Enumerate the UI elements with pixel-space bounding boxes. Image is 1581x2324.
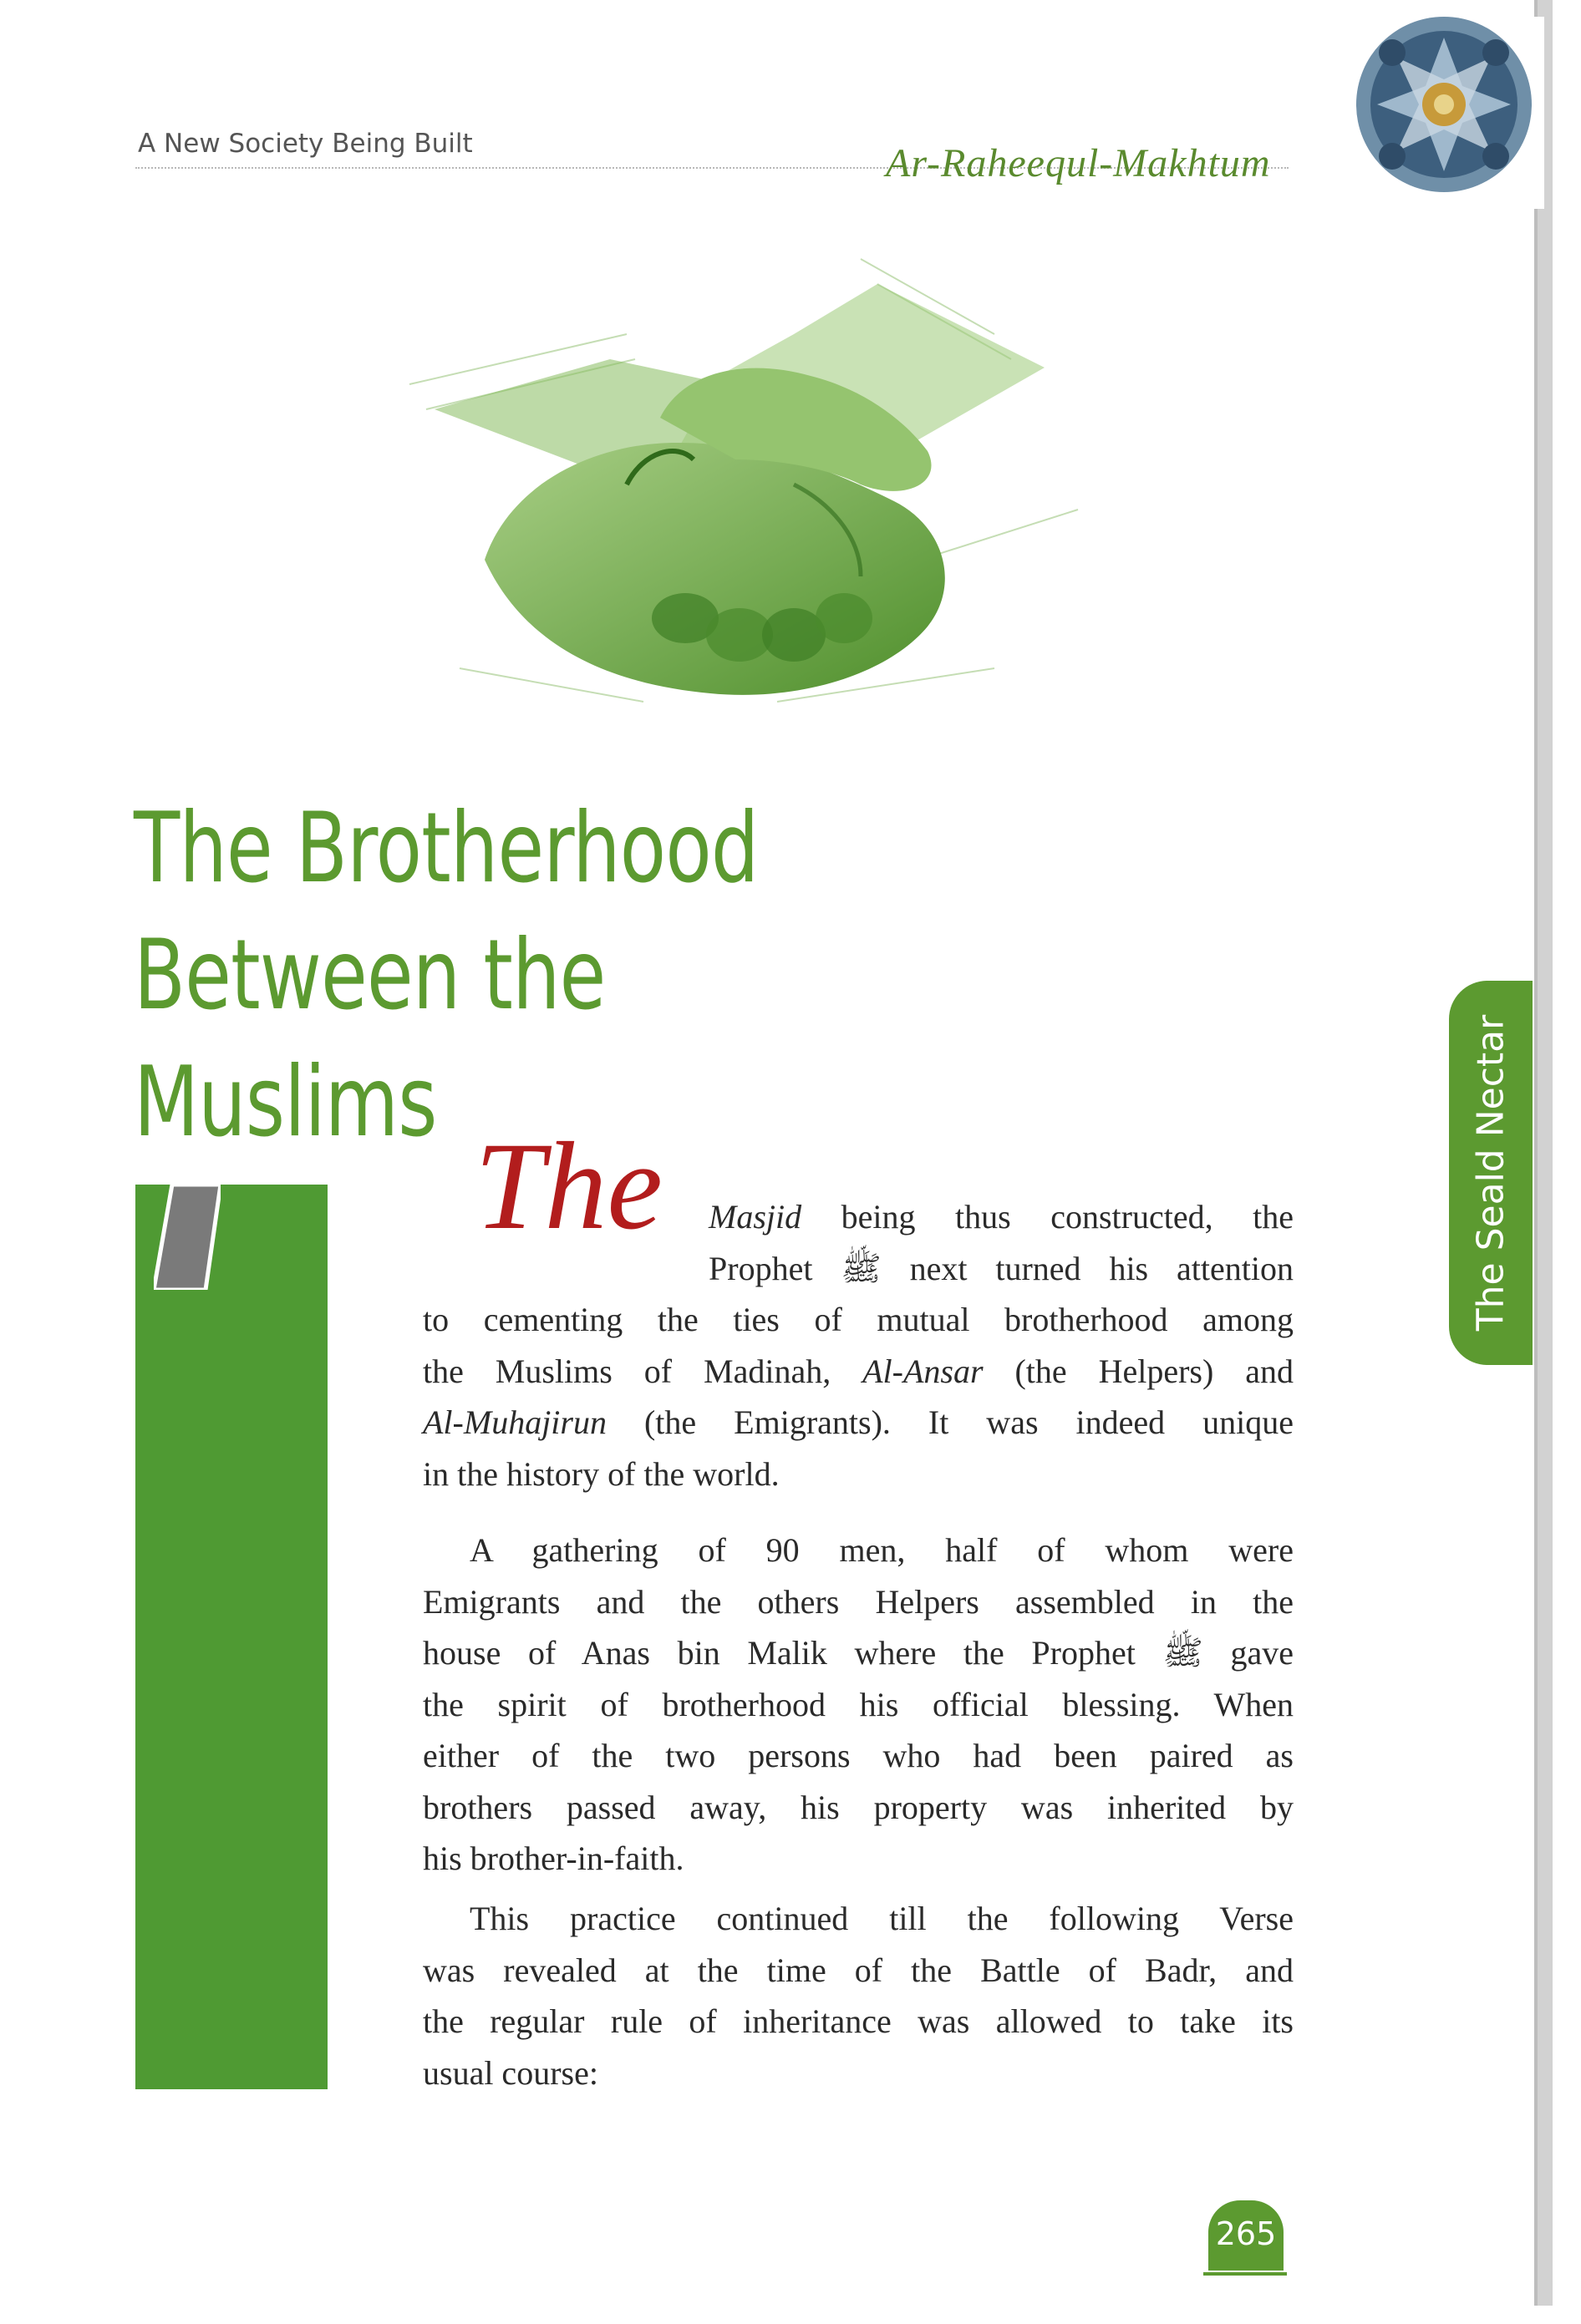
text-line: This practice continued till the following Verse [470,1900,1294,1937]
text-run: being thus constructed, the [801,1198,1294,1236]
decorative-green-bar [135,1185,328,2089]
paragraph-2 [423,1525,1294,1885]
paragraph-1 [423,1294,1294,1499]
italic-term: Masjid [709,1198,802,1236]
text-line: the spirit of brotherhood his official blessing. When [423,1685,1294,1723]
text-run: the Muslims of Madinah, [423,1352,863,1390]
text-line [709,1191,1294,1243]
tile-ornament-icon [1335,17,1544,209]
text-run: (the Emigrants). It was indeed unique [606,1403,1294,1441]
text-line: his brother-in-faith. [423,1839,684,1877]
text-line [423,1346,1294,1398]
text-line: Prophet ﷺ next turned his attention [709,1249,1294,1287]
text-line: the regular rule of inheritance was allowed to take its [423,2002,1294,2040]
chapter-title-line-2: Between the Muslims [134,919,606,1159]
handshake-illustration [359,234,1111,802]
text-line: brothers passed away, his property was inherited by [423,1788,1294,1826]
book-title: Ar-Raheequl-Makhtum [886,141,1271,185]
slash-decoration-icon [154,1185,221,1290]
paragraph-3 [423,1893,1294,2098]
running-head: A New Society Being Built [138,129,473,159]
page-number-badge [1208,2200,1284,2271]
page-number-underline [1203,2272,1287,2276]
text-line: usual course: [423,2053,598,2092]
page-edge [1534,0,1553,2306]
italic-term: Al-Ansar [862,1352,984,1390]
text-line: in the history of the world. [423,1454,780,1493]
drop-cap: The [475,1117,663,1256]
text-line [423,1397,1294,1449]
page-number: 265 [1215,2215,1277,2252]
text-line: house of Anas bin Malik where the Prophet ﷺ gave [423,1634,1294,1672]
text-line: Emigrants and the others Helpers assembled in the [423,1582,1294,1621]
side-tab [1449,981,1533,1365]
text-line: either of the two persons who had been paired as [423,1737,1294,1774]
text-run: (the Helpers) and [983,1352,1294,1390]
chapter-title-line-1: The Brotherhood [134,792,759,905]
text-line: was revealed at the time of the Battle of Badr, and [423,1951,1294,1989]
paragraph-1-opening [709,1191,1294,1294]
italic-term: Al-Muhajirun [423,1403,607,1441]
side-tab-label: The Seald Nectar [1469,1014,1512,1332]
text-line: A gathering of 90 men, half of whom were [470,1531,1294,1569]
text-line: to cementing the ties of mutual brotherhood among [423,1301,1294,1338]
